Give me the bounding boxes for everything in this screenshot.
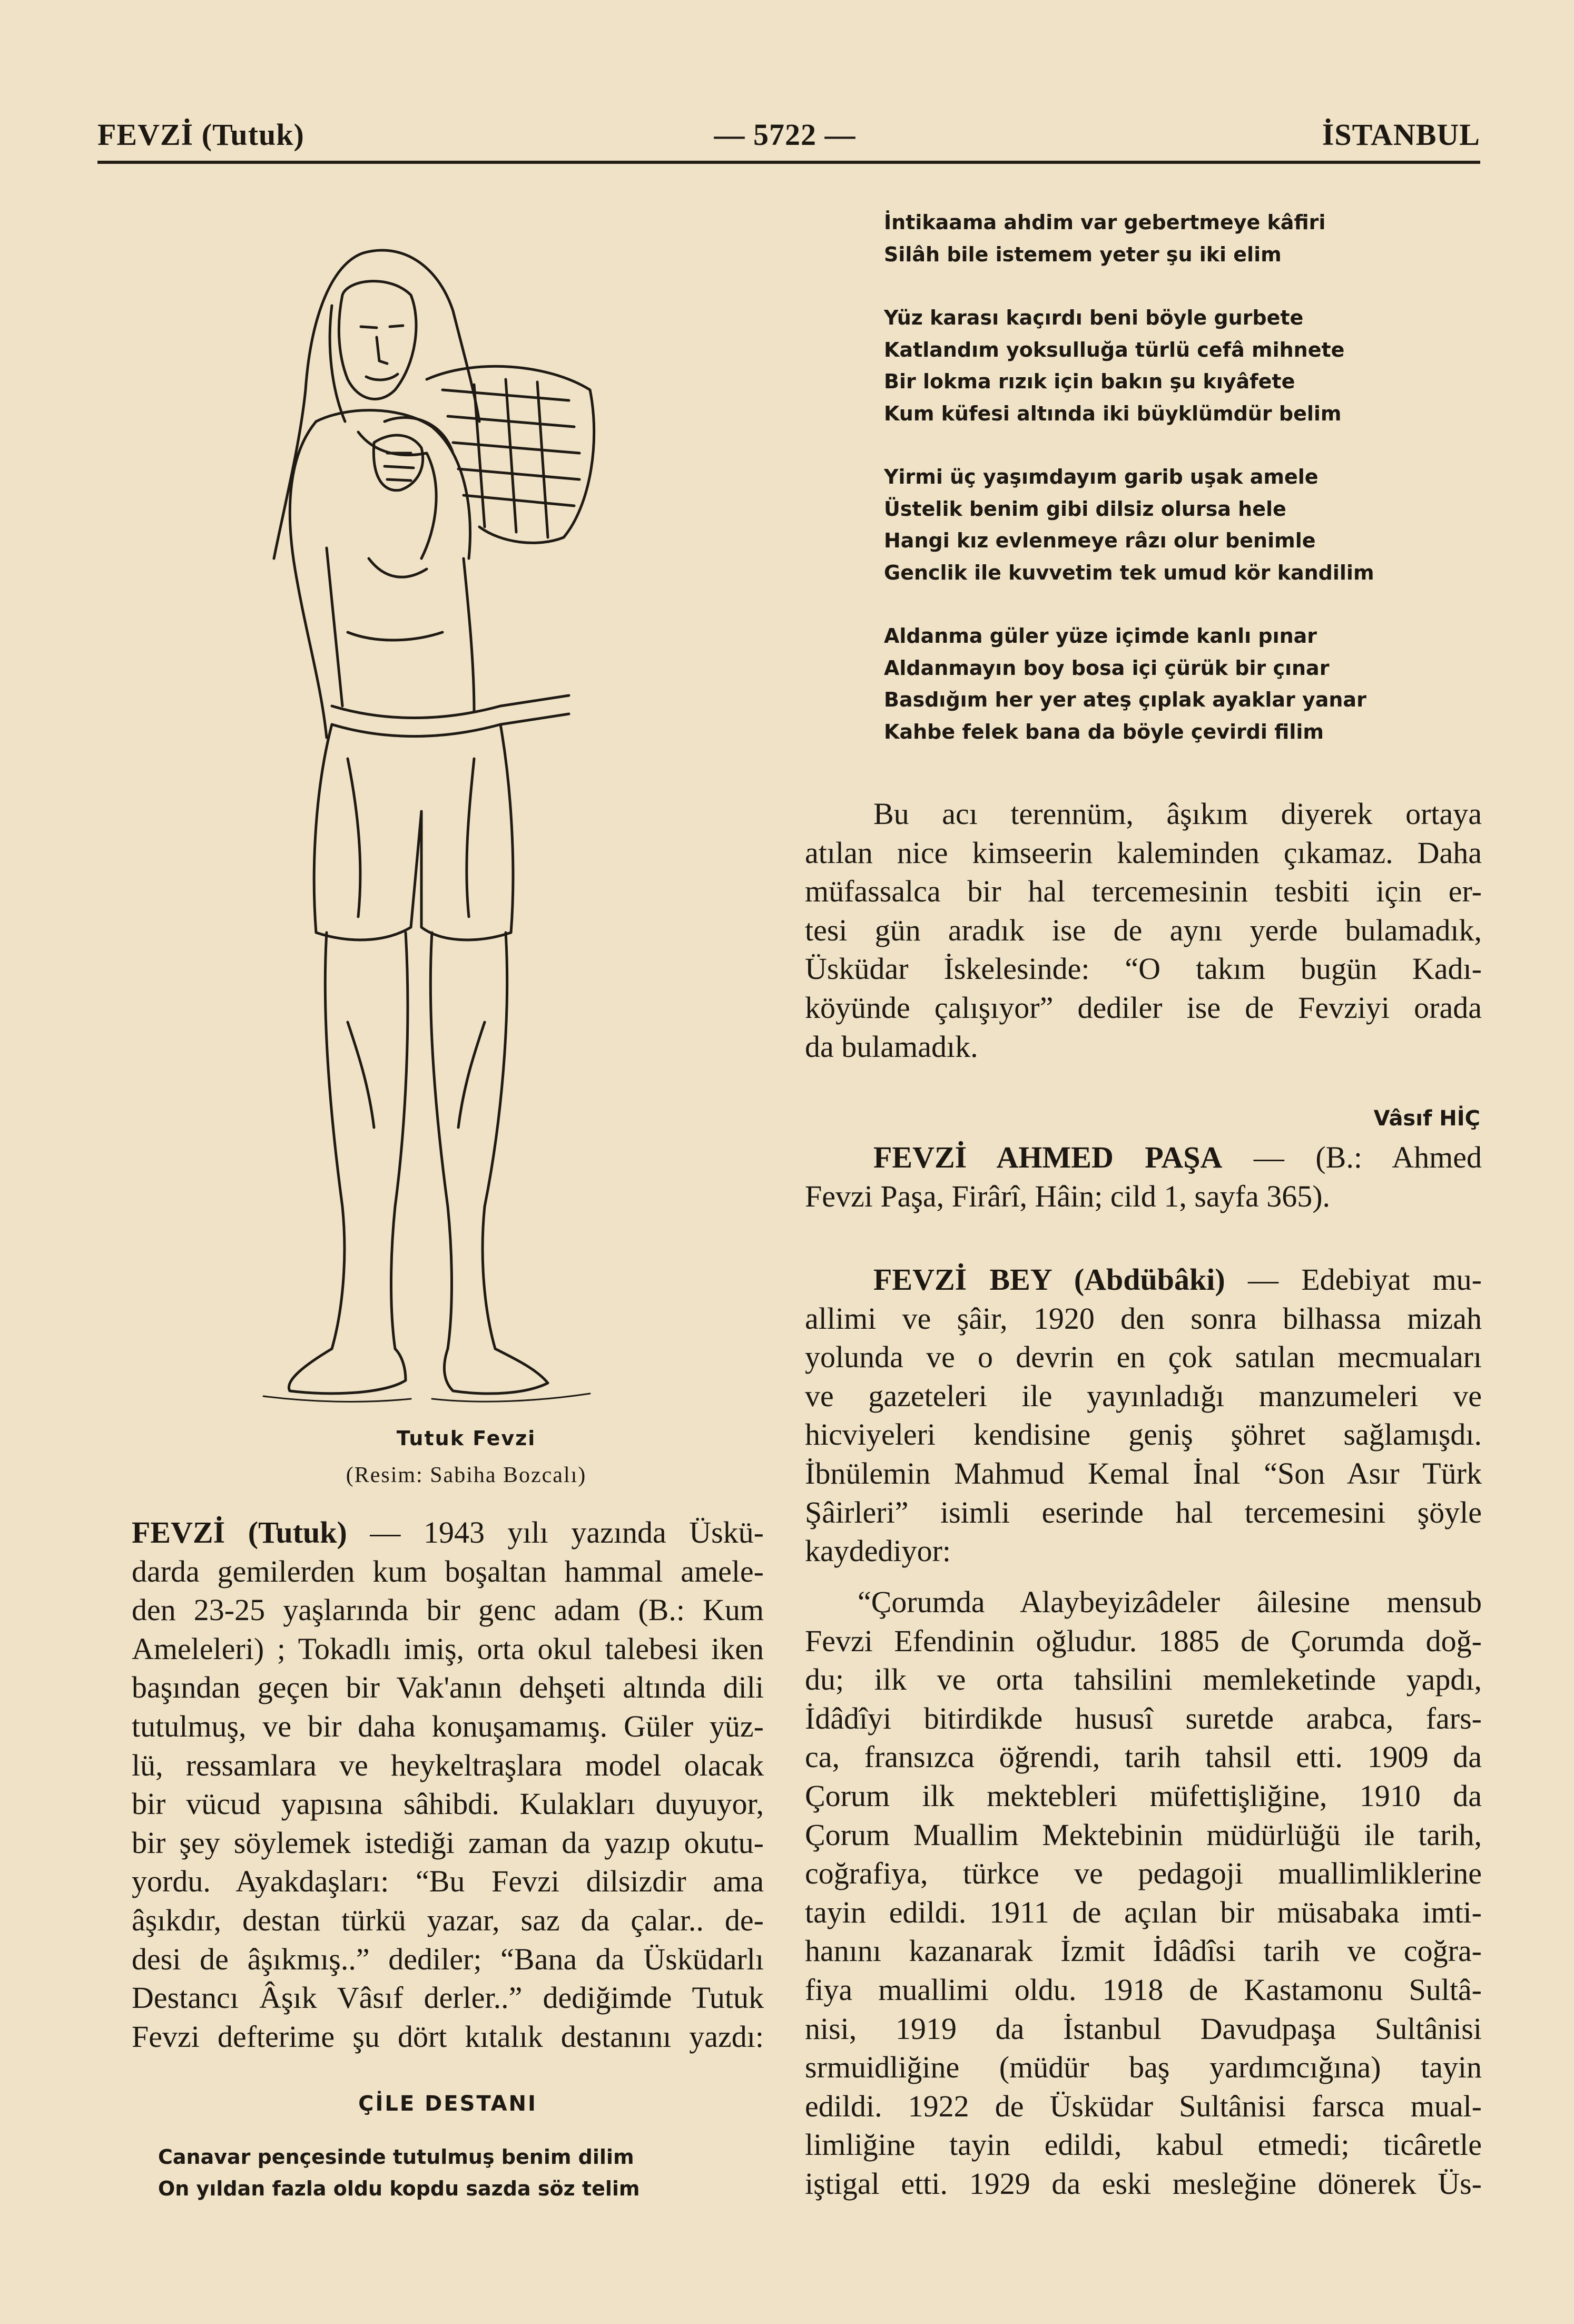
article-line: tutulmuş, ve bir daha konuşamamış. Güler yüz- — [132, 1709, 764, 1743]
poem-line: Basdığım her yer ateş çıplak ayaklar yanar — [884, 688, 1366, 711]
commentary-line: müfassalca bir hal tercemesinin tesbiti için er- — [805, 874, 1482, 909]
poem-line: On yıldan fazla oldu kopdu sazda söz telim — [158, 2177, 640, 2200]
article-line: yordu. Ayakdaşları: “Bu Fevzi dilsizdir ama — [132, 1864, 764, 1899]
commentary-line: Üsküdar İskelesinde: “O takım bugün Kadı- — [805, 952, 1482, 986]
poem-line: Kum küfesi altında iki büyklümdür belim — [884, 401, 1342, 425]
quote-line: hanını kazanarak İzmit İdâdîsi tarih ve coğra- — [805, 1934, 1482, 1968]
quote-line: du; ilk ve orta tahsilini memleketinde yapdı, — [805, 1662, 1482, 1697]
commentary-line: köyünde çalışıyor” dediler ise de Fevziyi orada — [805, 990, 1482, 1025]
article-line: âşıkdır, destan türkü yazar, saz da çalar.. de- — [132, 1903, 764, 1937]
entry-heading: FEVZİ AHMED PAŞA — [873, 1140, 1223, 1174]
entry-line: allimi ve şâir, 1920 den sonra bilhassa mizah — [805, 1301, 1482, 1336]
article-line: bir vücud yapısına sâhibdi. Kulakları duyuyor, — [132, 1787, 764, 1821]
article-line: Fevzi defterime şu dört kıtalık destanını yazdı: — [132, 2019, 764, 2054]
entry-heading: FEVZİ (Tutuk) — [132, 1515, 347, 1550]
header-rule — [97, 161, 1480, 164]
quote-line: “Çorumda Alaybeyizâdeler âilesine mensub — [858, 1585, 1482, 1619]
poem-line: Yirmi üç yaşımdayım garib uşak amele — [884, 465, 1319, 488]
article-line: başından geçen bir Vak'anın dehşeti altında dili — [132, 1670, 764, 1705]
entry-line: hicviyeleri kendisine geniş şöhret sağlamışdı. — [805, 1417, 1482, 1452]
commentary-line: atılan nice kimseerin kaleminden çıkamaz. Daha — [805, 835, 1482, 870]
poem-line: Aldanmayın boy bosa içi çürük bir çınar — [884, 656, 1330, 680]
page-number: — 5722 — — [714, 117, 856, 152]
article-line: Ameleleri) ; Tokadlı imiş, orta okul talebesi iken — [132, 1631, 764, 1666]
commentary-line: Bu acı terennüm, âşıkım diyerek ortaya — [873, 797, 1482, 831]
entry-line: kaydediyor: — [805, 1534, 951, 1568]
entry-first-line — [805, 1138, 1482, 1177]
quote-line: Çorum Muallim Mektebinin müdürlüğü ile tarih, — [805, 1817, 1482, 1852]
commentary-line: tesi gün aradık ise de aynı yerde bulamadık, — [805, 913, 1482, 947]
quote-line: ca, fransızca öğrendi, tarih tahsil etti. 1909 da — [805, 1740, 1482, 1774]
quote-line: tayin edildi. 1911 de açılan bir müsabaka imti- — [805, 1895, 1482, 1929]
figure-caption-name: Tutuk Fevzi — [396, 1427, 536, 1450]
signature: Vâsıf HİÇ — [1373, 1106, 1480, 1131]
quote-line: İdâdîyi bitirdikde hususî suretde arabca, fars- — [805, 1701, 1482, 1735]
poem-line: Hangi kız evlenmeye râzı olur benimle — [884, 529, 1316, 552]
quoted-biography — [805, 1583, 1482, 2203]
article-fevzi-tutuk — [132, 1513, 764, 2056]
quote-line: fiya muallimi oldu. 1918 de Kastamonu Sultâ- — [805, 1972, 1482, 2007]
poem-line: Canavar pençesinde tutulmuş benim dilim — [158, 2145, 634, 2169]
entry-fevzi-ahmed-pasa — [805, 1138, 1482, 1215]
running-head-right: İSTANBUL — [1322, 117, 1480, 152]
quote-line: edildi. 1922 de Üsküdar Sultânisi farsca mual- — [805, 2088, 1482, 2123]
article-line: den 23-25 yaşlarında bir genc adam (B.: Kum — [132, 1593, 764, 1627]
article-line: Destancı Âşık Vâsıf derler..” dediğimde Tutuk — [132, 1980, 764, 2015]
poem-line: İntikaama ahdim var gebertmeye kâfiri — [884, 211, 1326, 234]
article-line: darda gemilerden kum boşaltan hammal amele- — [132, 1554, 764, 1588]
entry-heading: FEVZİ BEY (Abdübâki) — [873, 1262, 1225, 1297]
commentary-paragraph — [805, 795, 1482, 1066]
poem-line: Kahbe felek bana da böyle çevirdi filim — [884, 720, 1324, 743]
poem-opening — [158, 2141, 764, 2204]
poem-title: ÇİLE DESTANI — [358, 2092, 537, 2116]
figure-illustration — [253, 232, 653, 1423]
entry-line: yolunda ve o devrin en çok satılan mecmuaları — [805, 1340, 1482, 1375]
quote-line: limliğine tayin edildi, kabul etmedi; ticâretle — [805, 2127, 1482, 2162]
entry-line: Fevzi Paşa, Firârî, Hâin; cild 1, sayfa 365). — [805, 1179, 1331, 1213]
entry-line: ve gazeteleri ile yayınladığı manzumeleri ve — [805, 1378, 1482, 1413]
article-line: desi de âşıkmış..” dediler; “Bana da Üsküdarlı — [132, 1941, 764, 1976]
poem-line: Genclik ile kuvvetim tek umud kör kandilim — [884, 561, 1374, 584]
entry-line: Şâirleri” isimli eserinde hal tercemesini şöyle — [805, 1495, 1482, 1529]
poem-line: Aldanma güler yüze içimde kanlı pınar — [884, 624, 1317, 648]
quote-line: Çorum ilk mektebleri müfettişliğine, 1910 da — [805, 1778, 1482, 1813]
figure-caption-credit: (Resim: Sabiha Bozcalı) — [346, 1463, 587, 1487]
poem-line: Katlandım yoksulluğa türlü cefâ mihnete — [884, 338, 1345, 361]
entry-fevzi-bey — [805, 1260, 1482, 1571]
running-head-left: FEVZİ (Tutuk) — [97, 117, 304, 152]
quote-line: Fevzi Efendinin oğludur. 1885 de Çorumda doğ- — [805, 1623, 1482, 1658]
article-line: bir şey söylemek istediği zaman da yazıp okutu- — [132, 1825, 764, 1860]
poem-line: Bir lokma rızık için bakın şu kıyâfete — [884, 370, 1295, 393]
entry-line: — (B.: Ahmed — [1222, 1140, 1482, 1174]
article-first-line — [132, 1513, 764, 1552]
entry-line: — Edebiyat mu- — [1225, 1262, 1482, 1297]
quote-line: srmuidliğine (müdür baş yardımcığına) tayin — [805, 2050, 1482, 2085]
poem-line: Üstelik benim gibi dilsiz olursa hele — [884, 497, 1286, 521]
commentary-line: da bulamadık. — [805, 1029, 978, 1064]
article-line: lü, ressamlara ve heykeltraşlara model olacak — [132, 1748, 764, 1782]
poem-continuation — [884, 207, 1484, 748]
article-line: — 1943 yılı yazında Üskü- — [347, 1515, 764, 1550]
entry-line: İbnülemin Mahmud Kemal İnal “Son Asır Türk — [805, 1456, 1482, 1491]
poem-line: Yüz karası kaçırdı beni böyle gurbete — [884, 306, 1304, 329]
entry-first-line — [805, 1260, 1482, 1299]
quote-line: coğrafiya, türkce ve pedagoji muallimliklerine — [805, 1856, 1482, 1891]
quote-line: iştigal etti. 1929 da eski mesleğine dönerek Üs- — [805, 2166, 1482, 2201]
quote-line: nisi, 1919 da İstanbul Davudpaşa Sultânisi — [805, 2011, 1482, 2046]
poem-line: Silâh bile istemem yeter şu iki elim — [884, 242, 1282, 266]
